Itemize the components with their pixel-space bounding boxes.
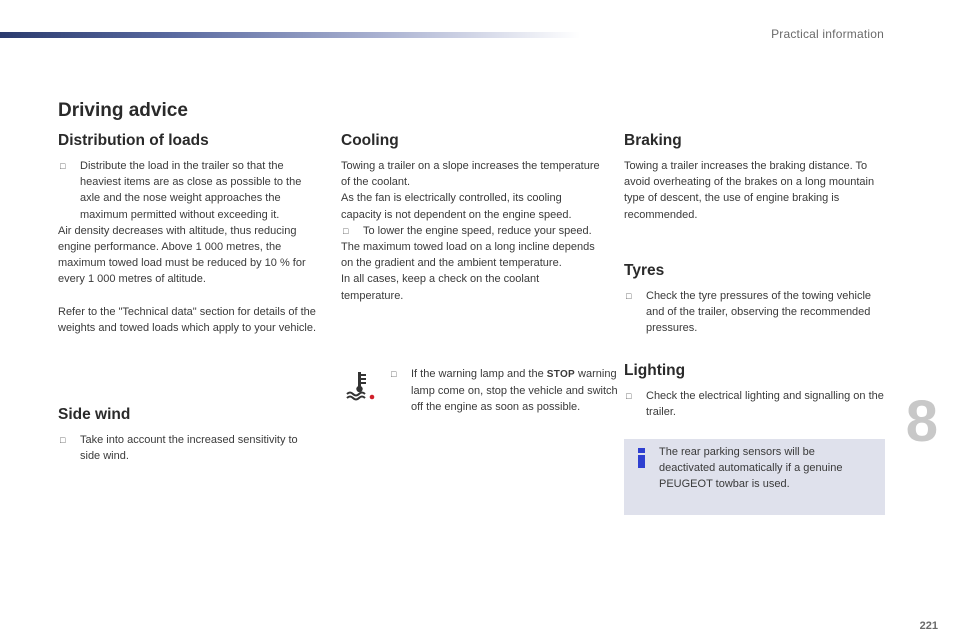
side-wind-section bbox=[58, 406, 320, 464]
checkbox-bullet-icon: □ bbox=[626, 391, 632, 401]
lighting-bullet-text: Check the electrical lighting and signalling on the trailer. bbox=[646, 390, 884, 419]
cooling-bullet-text: To lower the engine speed, reduce your speed. bbox=[363, 224, 592, 237]
cooling-section bbox=[341, 132, 603, 304]
checkbox-bullet-icon: □ bbox=[391, 369, 397, 379]
lighting-section bbox=[624, 362, 886, 420]
braking-para: Towing a trailer increases the braking distance. To avoid overheating of the brakes on a long mountain type of descent, the use of engine braking is recommended. bbox=[624, 160, 875, 221]
warning-text-pre: If the warning lamp and the bbox=[411, 368, 547, 380]
chapter-number: 8 bbox=[905, 389, 938, 454]
warning-lamp-bullet bbox=[389, 366, 626, 416]
info-text: The rear parking sensors will be deactivated automatically if a genuine PEUGEOT towbar is used. bbox=[659, 446, 843, 491]
lighting-heading: Lighting bbox=[624, 362, 686, 379]
header-bar bbox=[0, 32, 580, 38]
distribution-section bbox=[58, 132, 320, 336]
cooling-bullet bbox=[341, 223, 603, 239]
info-icon bbox=[638, 448, 645, 466]
checkbox-bullet-icon: □ bbox=[60, 161, 66, 171]
side-wind-bullet-text: Take into account the increased sensitivity to side wind. bbox=[80, 434, 298, 463]
cooling-para-fan: As the fan is electrically controlled, its cooling capacity is not dependent on the engine speed. bbox=[341, 192, 572, 221]
warning-text-post: warning lamp come on, stop the vehicle and switch off the engine as soon as possible. bbox=[411, 368, 618, 414]
page-number: 221 bbox=[919, 620, 938, 632]
tyres-bullet-text: Check the tyre pressures of the towing vehicle and of the trailer, observing the recommended pressures. bbox=[646, 290, 872, 335]
side-wind-bullet bbox=[58, 432, 320, 464]
checkbox-bullet-icon: □ bbox=[626, 291, 632, 301]
cooling-para-incline: The maximum towed load on a long incline depends on the gradient and the ambient temperature. bbox=[341, 241, 595, 270]
side-wind-heading: Side wind bbox=[58, 406, 131, 423]
cooling-para-check: In all cases, keep a check on the coolant temperature. bbox=[341, 273, 540, 302]
checkbox-bullet-icon: □ bbox=[60, 435, 66, 445]
distribution-bullet bbox=[58, 158, 320, 223]
braking-section bbox=[624, 132, 886, 223]
tyres-bullet bbox=[624, 288, 886, 337]
section-title: Practical information bbox=[771, 27, 884, 41]
info-box bbox=[624, 439, 885, 515]
coolant-temperature-warning-icon bbox=[343, 368, 377, 402]
tyres-section bbox=[624, 262, 886, 337]
tyres-heading: Tyres bbox=[624, 262, 665, 279]
distribution-para-altitude: Air density decreases with altitude, thus reducing engine performance. Above 1 000 metres, the maximum towed load must be reduced by 10 % for every 1 000 metres of altitude. bbox=[58, 224, 306, 286]
lighting-bullet bbox=[624, 388, 886, 420]
checkbox-bullet-icon: □ bbox=[343, 225, 349, 236]
page-title: Driving advice bbox=[58, 100, 188, 121]
braking-heading: Braking bbox=[624, 132, 682, 149]
warning-text-stop: STOP bbox=[546, 369, 575, 380]
distribution-para-technical: Refer to the "Technical data" section for details of the weights and towed loads which apply to your vehicle. bbox=[58, 305, 317, 334]
distribution-heading: Distribution of loads bbox=[58, 132, 209, 149]
cooling-para-slope: Towing a trailer on a slope increases the temperature of the coolant. bbox=[341, 160, 600, 189]
distribution-bullet-text: Distribute the load in the trailer so that the heaviest items are as close as possible to the axle and the nose weight approaches the maximum permitted without exceeding it. bbox=[80, 160, 302, 221]
cooling-heading: Cooling bbox=[341, 132, 399, 149]
